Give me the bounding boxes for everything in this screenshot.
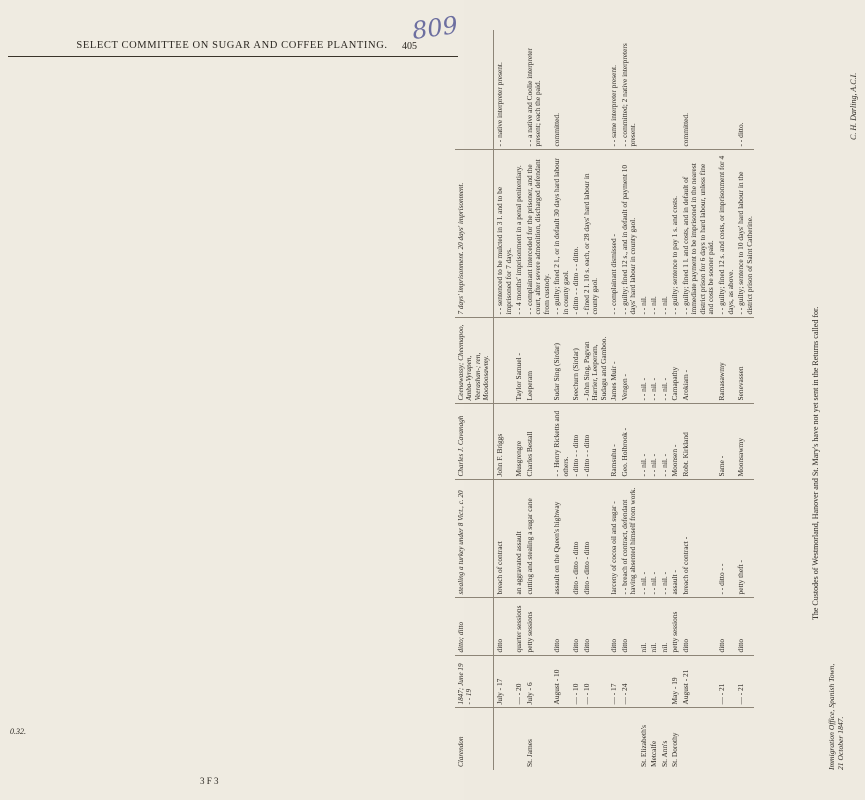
table-cell: — - 21 [735,656,754,708]
table-cell: Moonsen - [669,404,680,480]
table-cell: petty theft - [735,480,754,598]
table-cell [494,318,514,404]
table-cell: - fined 2 l. 10 s. each, or 28 days' hard labour in county gaol. [581,150,609,318]
signature: C. H. Darling, A.C.I. [849,72,858,140]
table-cell: — - 17 [608,656,619,708]
table-cell: St. James [524,739,534,767]
office-date: 21 October 1847. [836,716,846,770]
table-cell: - - guilty; fined 12 s., and in default of payment 10 days' hard labour in county gaol. [619,150,638,318]
table-row [551,30,570,770]
table-cell: assault on the Queen's highway [551,480,570,598]
table-row [494,30,514,770]
table-cell [680,708,716,770]
table-cell: Arokiam - [680,318,716,404]
table-cell: Seechurn (Sirdar) [570,318,581,404]
table-cell: Charles Bestall [524,404,552,480]
table-cell: cutting and stealing a sugar cane [524,480,552,598]
table-row [659,30,670,770]
header-cell: stealing a turkey under 8 Vict., c. 20 [455,480,494,598]
table-cell: nil. [659,598,670,656]
table-cell: - - nil. [648,150,659,318]
table-cell: July - 17 [494,656,514,708]
table-cell: Metcalfe [649,740,659,767]
table-cell: - - breach of contract, defendant having absented himself from work. [619,480,638,598]
table-row [716,30,735,770]
table-row [524,30,552,770]
header-cell: Charles J. Cavanagh [455,404,494,480]
table-cell [735,708,754,770]
table-row [669,30,680,770]
table-cell: - - nil. - [648,404,659,480]
table-cell [581,30,609,150]
table-cell: - - complainant dismissed - [608,150,619,318]
table-cell: Ramsuhu - [608,404,619,480]
table-cell: — - 10 [581,656,609,708]
table-cell: — - 24 [619,656,638,708]
table-cell: - ditto - - ditto [581,404,609,480]
table-cell: - - guilty; fined 12 s. and costs, or imprisonment for 4 days, as above. [716,150,735,318]
table-cell: nil. [638,598,649,656]
table-cell: ditto - ditto - ditto [570,480,581,598]
table-cell: - - guilty; fined 1 l. and costs, and in default of immediate payment to be imprisoned in the nearest district prison for 6 days to hard labour, unless fine and costs be sooner paid. [680,150,716,318]
table-cell: breach of contract [494,480,514,598]
table-cell: John F. Briggs [494,404,514,480]
table-cell [581,708,609,770]
table-header-row [455,30,494,770]
table-row [581,30,609,770]
footer-note: The Custodes of Westmorland, Hanover and St. Mary's have not yet sent in the Returns called for. [811,306,820,620]
table-cell: ditto [494,598,514,656]
table-cell: committed. [680,30,716,150]
office-block [827,664,845,770]
table-cell: — - 20 [513,656,524,708]
table-cell [716,708,735,770]
table-cell: ditto [551,598,570,656]
header-rule [8,56,458,57]
table-cell: - - nil. - [638,480,649,598]
table-cell: quarter sessions [513,598,524,656]
table-cell: James Muir - [608,318,619,404]
table-cell: - - nil. - [648,318,659,404]
table-cell [513,30,524,150]
table-body [494,30,754,770]
table-row [735,30,754,770]
table-cell: Taylor Samuel - [513,318,524,404]
signature-reference: 3 F 3 [200,776,219,786]
table-row [619,30,638,770]
table-cell: ditto [680,598,716,656]
table-row [648,30,659,770]
table-cell: - ditto - - ditto - - ditto. [570,150,581,318]
table-cell: - - native interpreter present. [494,30,514,150]
table-cell: - - ditto - - [716,480,735,598]
table-cell: - - sentenced to be mulcted in 3 l. and to be imprisoned for 7 days. [494,150,514,318]
table-cell: - - guilty; sentence to 10 days' hard labour in the district prison of Saint Catherine. [735,150,754,318]
table-cell: Moonsawmy [735,404,754,480]
page-title: SELECT COMMITTEE ON SUGAR AND COFFEE PLANTING. [76,40,388,51]
table-cell: petty sessions [669,598,680,656]
rotated-table-region [455,30,865,770]
table-cell: Sudar Sing (Sirdar) [551,318,570,404]
table-cell: ditto [735,598,754,656]
table-cell: Same - [716,404,735,480]
table-cell: assault - [669,480,680,598]
table-cell: an aggravated assault [513,480,524,598]
table-cell: St. Elizabeth's [638,725,648,767]
table-cell: May - 19 [669,656,680,708]
table-cell: Ramasawmy [716,318,735,404]
table-cell: - - nil. - [659,480,670,598]
table-cell: - - same interpreter present. [608,30,619,150]
header-cell: ditto; ditto [455,598,494,656]
table-cell: Camapathy [669,318,680,404]
table-cell: - - nil. - [638,404,649,480]
table-cell: Leeperam [524,318,552,404]
table-row [638,30,649,770]
table-cell: — - 10 [570,656,581,708]
table-cell: - - Henry Ricketts and others. [551,404,570,480]
table-cell: ditto - ditto - ditto [581,480,609,598]
table-cell: Geo. Holbrook - [619,404,638,480]
table-cell: committed. [551,30,570,150]
table-row [608,30,619,770]
table-cell: - - nil. [659,150,670,318]
table-cell: - - committed; 2 native interpreters present. [619,30,638,150]
office-text: Immigration Office, Spanish Town, [827,663,836,770]
table-cell [638,30,649,150]
table-cell [551,708,570,770]
table-cell: ditto [570,598,581,656]
table-cell [659,656,670,708]
header-cell: 1847; June 19 - - 19 [455,656,494,708]
table-cell [716,30,735,150]
table-cell: Robt. Kirkland [680,404,716,480]
table-cell: - - guilty; sentence to pay 1 s. and costs. [669,150,680,318]
table-cell: - - nil. - [648,480,659,598]
table-cell: - - 4 months' imprisonment in a penal penitentiary. [513,150,524,318]
table-cell: August - 21 [680,656,716,708]
table-cell: St. Dorothy [670,732,680,767]
table-row [570,30,581,770]
table-cell: petty sessions [524,598,552,656]
margin-reference: 0.32. [10,727,26,736]
table-cell [659,30,670,150]
header-cell: Clarendon [457,736,465,767]
table-cell: - - nil. - [638,318,649,404]
table-cell [608,708,619,770]
table-cell: nil. [648,598,659,656]
page-number: 405 [402,41,417,52]
table-cell: August - 10 [551,656,570,708]
header-cell [455,30,494,150]
table-row [680,30,716,770]
table-cell: ditto [608,598,619,656]
table-cell: ditto [581,598,609,656]
table-cell: July - 6 [524,656,552,708]
table-cell: - - a native and Coolie interpreter present; each the paid. [524,30,552,150]
table-cell: ditto [716,598,735,656]
returns-table [455,30,754,770]
header-cell: 7 days' imprisonment. 20 days' imprisonment. [455,150,494,318]
table-cell: - John Sing, Pagvan Harrier, Leeperam, Sudagu and Gamboo. [581,318,609,404]
table-cell [648,656,659,708]
table-cell [570,30,581,150]
table-cell: - - ditto. [735,30,754,150]
table-cell: - - guilty; fined 2 l., or in default 30 days hard labour in county gaol. [551,150,570,318]
table-cell: Musgrengre [513,404,524,480]
table-cell [494,708,514,770]
table-cell: - - nil. - [659,318,670,404]
table-cell [513,708,524,770]
table-cell [619,708,638,770]
table-row [513,30,524,770]
handwritten-page-number: 809 [410,10,460,46]
table-cell: - - complainant interceded for the prisoner, and the court, after severe admonition, discharged defendant from custody. [524,150,552,318]
table-cell: St. Ann's [659,740,669,767]
table-cell [669,30,680,150]
table-cell: — - 21 [716,656,735,708]
table-cell: - - nil. [638,150,649,318]
table-cell [648,30,659,150]
table-cell: - - nil. - [659,404,670,480]
table-cell: breach of contract - [680,480,716,598]
table-cell: ditto [619,598,638,656]
header-cell: Ceenawassy; Cheemapoo, Amba-Vyrapen, Veerashan-; ren, Moodoosawmy. [455,318,494,404]
table-cell [570,708,581,770]
table-cell: Senevassen [735,318,754,404]
table-cell: Vengen - [619,318,638,404]
table-cell [638,656,649,708]
table-cell: - ditto - - ditto [570,404,581,480]
table-cell: larceny of cocoa oil and sugar - [608,480,619,598]
